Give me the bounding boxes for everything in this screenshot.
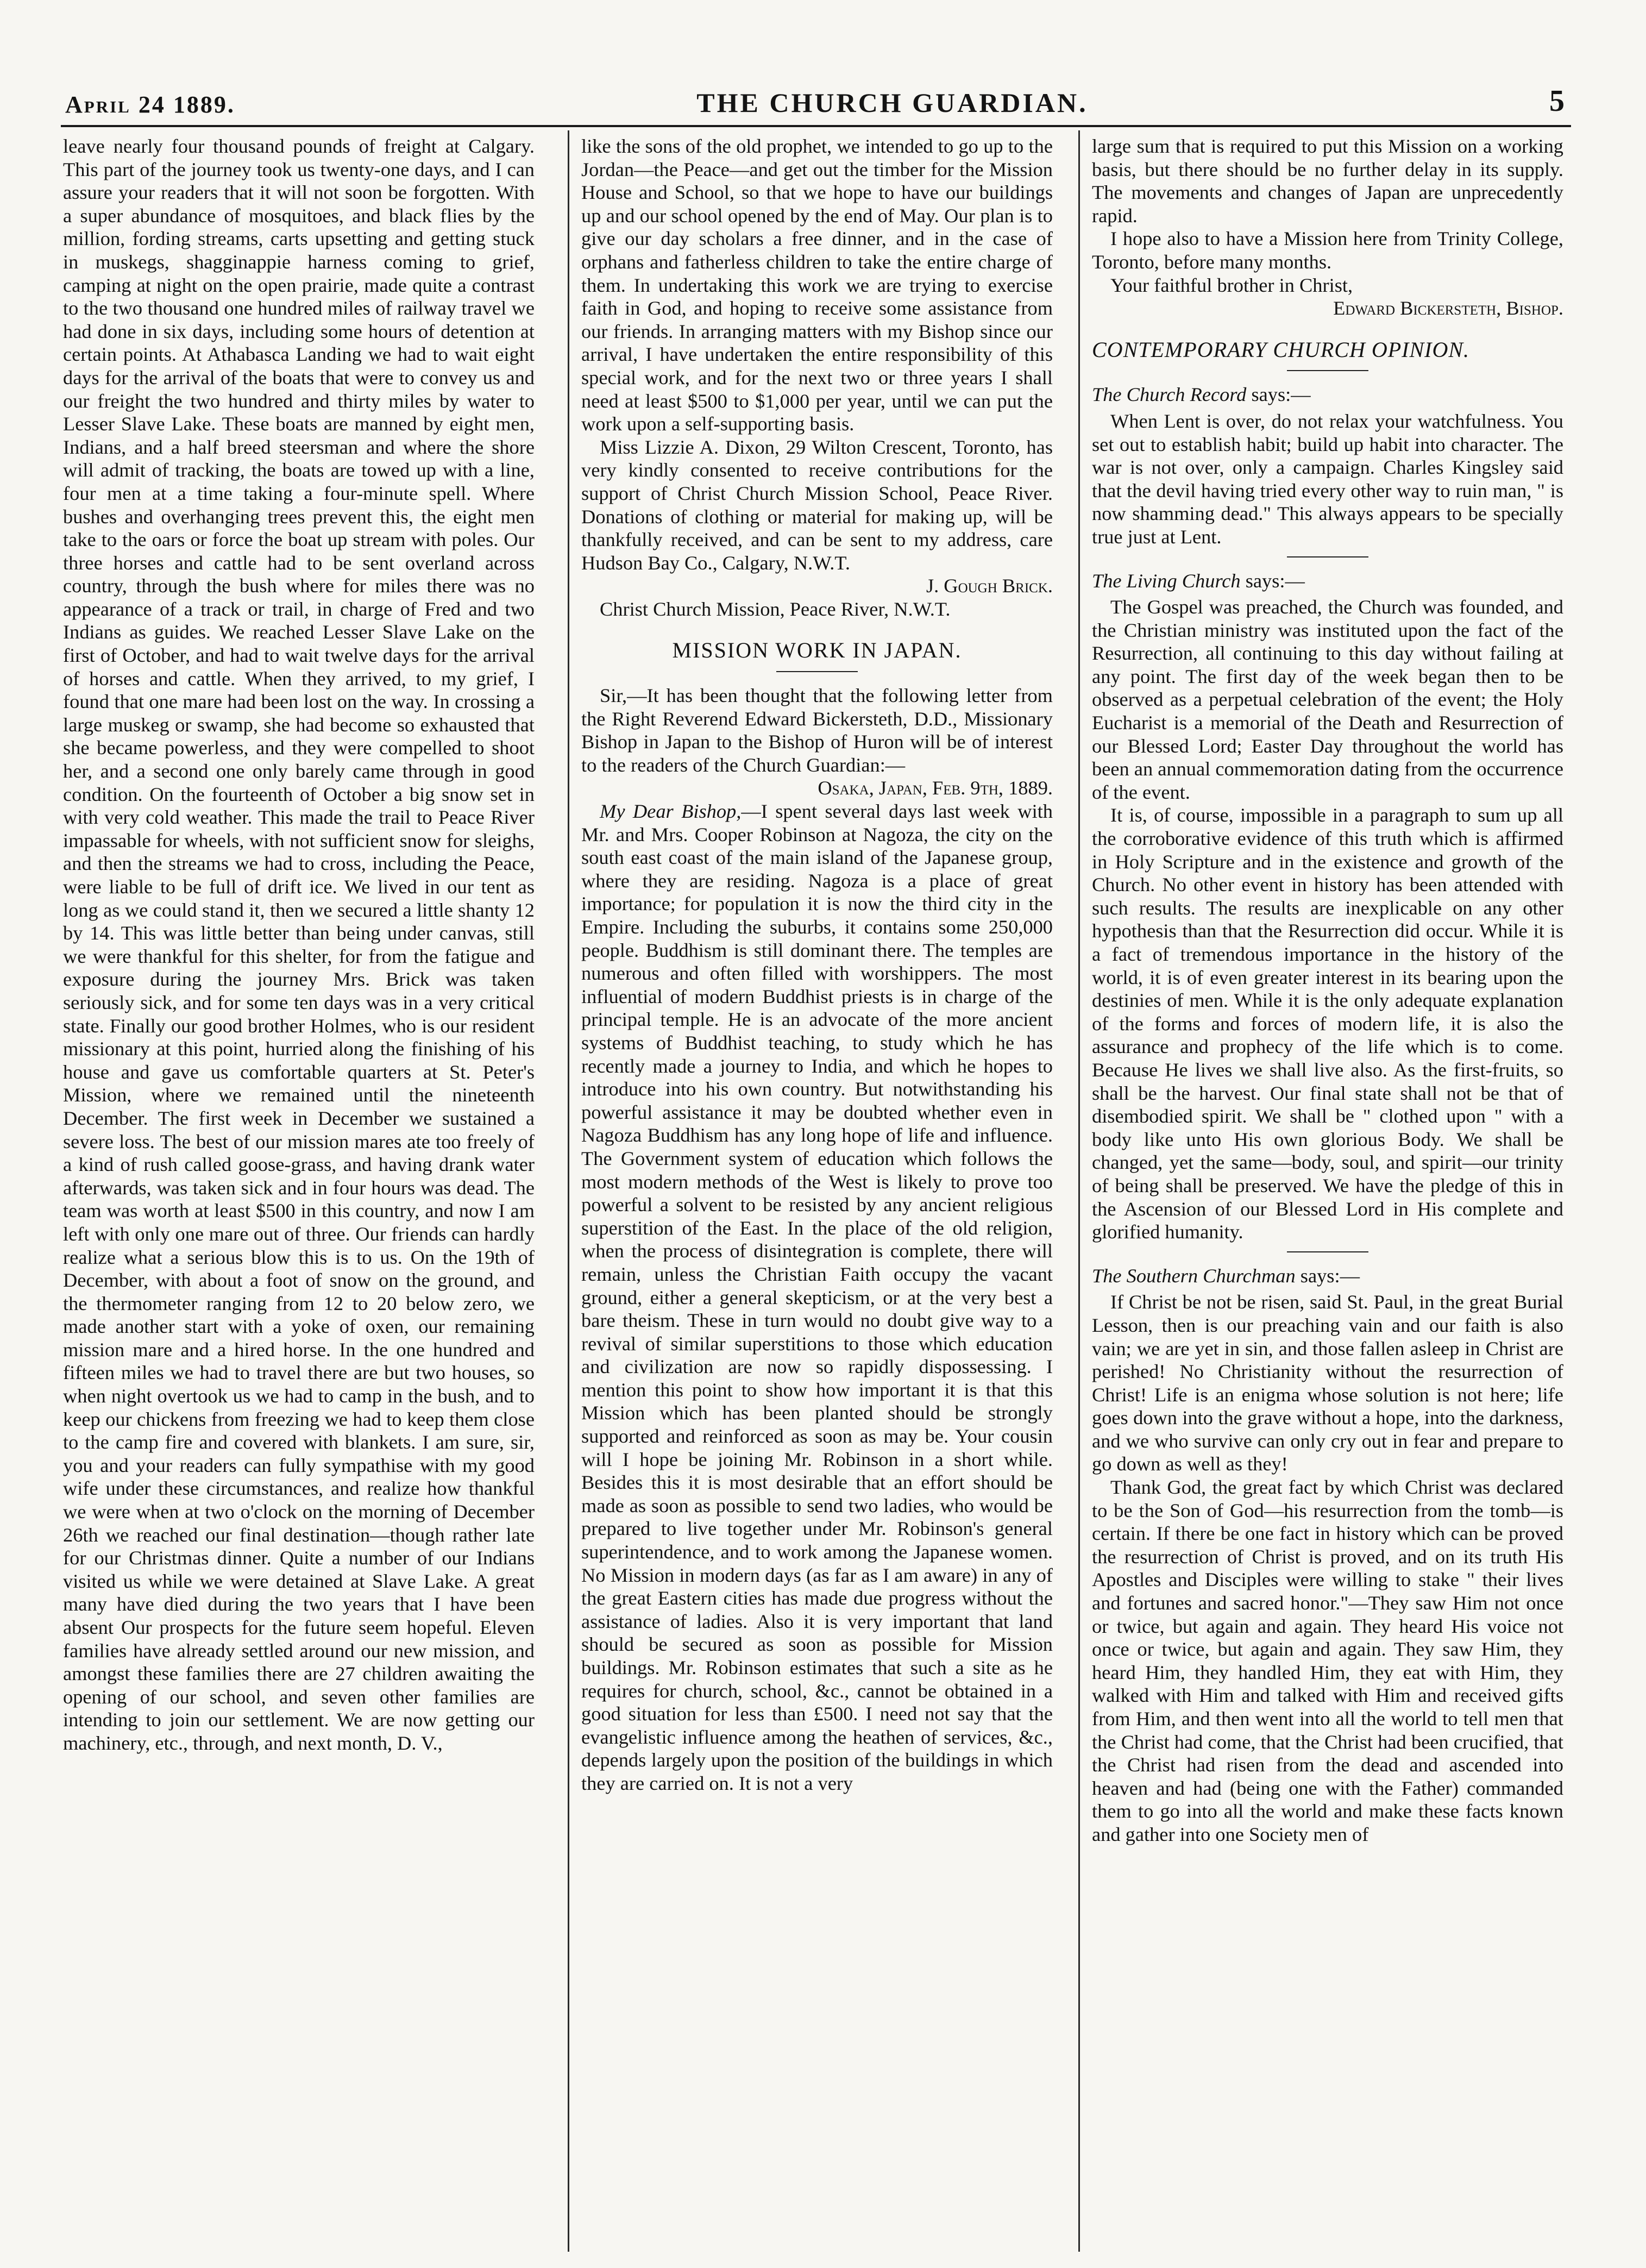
letter-signature-address: Christ Church Mission, Peace River, N.W.T. [600, 598, 951, 620]
article-paragraph [581, 800, 1053, 1795]
says-label: says:— [1295, 1264, 1360, 1287]
masthead [65, 86, 1565, 118]
issue-date: April 24 1889. [65, 91, 235, 118]
heading-rule [1287, 370, 1368, 371]
says-label: says:— [1246, 384, 1311, 406]
source-name: The Living Church [1092, 569, 1241, 592]
article-paragraph: Miss Lizzie A. Dixon, 29 Wilton Crescent, Toronto, has very kindly consented to receive contributions for the support of Christ Church Mission School, Peace River. Donations of clothing or material for making up, will be thankfully received, and can be sent to my address, care Hudson Bay Co., Calgary, N.W.T. [581, 436, 1053, 574]
article-paragraph: Thank God, the great fact by which Christ was declared to be the Son of God—his resurrection from the tomb—is certain. If there be one fact in history which can be proved the resurrection of Christ is proved, and on its truth His Apostles and Disciples were willing to stake " their lives and fortunes and sacred honor."—They saw Him not once or twice, but again and again. They heard His voice not once or twice, but again and again. They saw Him, they heard Him, they handled Him, they eat with Him, they walked with Him and talked with Him and received gifts from Him, and then went into all the world to tell men that the Christ had come, that the Christ had been crucified, that the Christ had risen from the dead and ascended into heaven and had (being one with the Father) commanded them to go into all the world and make these facts known and gather into one Society men of [1092, 1476, 1563, 1845]
letter-signature: Edward Bickersteth, Bishop. [1333, 297, 1563, 319]
article-paragraph: If Christ be not be risen, said St. Paul, in the great Burial Lesson, then is our preaching vain and our faith is also vain; we are yet in sin, and those fallen asleep in Christ are perished! No Christianity without the resurrection of Christ! Life is an enigma whose solution is not here; life goes down into the grave without a hope, into the darkness, and we who survive can only cry out in fear and prepare to go down as well as they! [1092, 1291, 1563, 1475]
says-label: says:— [1240, 569, 1305, 592]
letter-salutation: My Dear Bishop, [600, 800, 742, 823]
letter-signature: J. Gough Brick. [926, 575, 1053, 597]
article-paragraph: like the sons of the old prophet, we intended to go up to the Jordan—the Peace—and get out the timber for the Mission House and School, so that we hope to have our buildings up and our school opened by the end of May. Our plan is to give our day scholars a free dinner, and in the case of orphans and fatherless children to take the entire charge of them. In undertaking this work we are trying to exercise faith in God, and hoping to receive some assistance from our friends. In arranging matters with my Bishop since our arrival, I have undertaken the entire responsibility of this special work, and for the next two or three years I shall need at least $500 to $1,000 per year, until we can put the work upon a self-supporting basis. [581, 135, 1053, 435]
article-paragraph: large sum that is required to put this Mission on a working basis, but there should be no further delay in its supply. The movements and changes of Japan are unprecedently rapid. [1092, 135, 1563, 227]
quote-source [1092, 1264, 1563, 1288]
masthead-rule [61, 125, 1571, 127]
article-paragraph: Sir,—It has been thought that the following letter from the Right Reverend Edward Bickersteth, D.D., Missionary Bishop in Japan to the Bishop of Huron will be of interest to the readers of the Church Guardian:— [581, 685, 1053, 776]
article-paragraph: I hope also to have a Mission here from Trinity College, Toronto, before many months. [1092, 228, 1563, 273]
article-paragraph: leave nearly four thousand pounds of freight at Calgary. This part of the journey took us twenty-one days, and I can assure your readers that it will not soon be forgotten. With a super abundance of mosquitoes, and black flies by the million, fording streams, carts upsetting and getting stuck in muskegs, shagginappie harness coming to grief, camping at night on the open prairie, made quite a contrast to the two thousand one hundred miles of railway travel we had done in six days, including some hours of detention at certain points. At Athabasca Landing we had to wait eight days for the arrival of the boats that were to convey us and our freight the two hundred and thirty miles by water to Lesser Slave Lake. These boats are manned by eight men, Indians, and a half breed steersman and where the shore will admit of tracking, the boats are towed up with a line, four men at a time taking a four-minute spell. Where bushes and overhanging trees prevent this, the eight men take to the oars or force the boat up stream with poles. Our three horses and cattle had to be sent overland across country, through the bush where for miles there was no appearance of a track or trail, in charge of Fred and two Indians as guides. We reached Lesser Slave Lake on the first of October, and had to wait twelve days for the arrival of horses and cattle. When they arrived, to my grief, I found that one mare had been lost on the way. In crossing a large muskeg or swamp, she had become so exhausted that she became powerless, and they were compelled to shoot her, and a second one only barely came through in good condition. On the fourteenth of October a big snow set in with very cold weather. This made the trail to Peace River impassable for wheels, with not sufficient snow for sleighs, and then the streams we had to cross, including the Peace, were liable to be full of drift ice. We lived in our tent as long as we could stand it, then we secured a little shanty 12 by 14. This was little better than being under canvas, still we were thankful for this shelter, for from the fatigue and exposure during the journey Mrs. Brick was taken seriously sick, and for some ten days was in a very critical state. Finally our good brother Holmes, who is our resident missionary at this point, hurried along the finishing of his house and gave us comfortable quarters at St. Peter's Mission, where we remained until the nineteenth December. The first week in December we sustained a severe loss. The best of our mission mares ate too freely of a kind of rush called goose-grass, and having drank water afterwards, was taken sick and in four hours was dead. The team was worth at least $500 in this country, and now I am left with only one mare out of three. Our friends can hardly realize what a serious blow this is to us. On the 19th of December, with about a foot of snow on the ground, and the thermometer ranging from 12 to 20 below zero, we made another start with a yoke of oxen, our remaining mission mare and a hired horse. In the one hundred and fifteen miles we had to travel there are but two houses, so when night overtook us we had to camp in the bush, and to keep our chickens from freezing we had to keep them close to the camp fire and covered with blankets. I am sure, sir, you and your readers can fully sympathise with my good wife under these circumstances, and realize how thankful we were when at two o'clock on the morning of December 26th we reached our final destination—though rather late for our Christmas dinner. Quite a number of our Indians visited us while we were detained at Slave Lake. A great many have died during the two years that I have been absent Our prospects for the future seem hopeful. Eleven families have already settled around our new mission, and amongst these families there are 27 children awaiting the opening of our school, and seven other families are intending to join our settlement. We are now getting our machinery, etc., through, and next month, D. V., [63, 135, 535, 1754]
section-heading-mission-japan: MISSION WORK IN JAPAN. [672, 638, 962, 663]
section-rule [1287, 556, 1368, 557]
article-paragraph: The Gospel was preached, the Church was founded, and the Christian ministry was instituted upon the fact of the Resurrection, all continuing to this day without failing at any point. The first day of the week began then to be observed as a perpetual celebration of the event; the Holy Eucharist is a memorial of the Death and Resurrection of our Blessed Lord; Easter Day throughout the world has been an annual commemoration dating from the occurrence of the event. [1092, 596, 1563, 803]
quote-source [1092, 569, 1563, 593]
column-3 [1092, 135, 1563, 2257]
page-number: 5 [1549, 84, 1565, 118]
section-rule [1287, 1251, 1368, 1252]
column-divider [1078, 130, 1080, 2252]
column-2 [581, 135, 1053, 2257]
quote-source [1092, 383, 1563, 406]
source-name: The Southern Churchman [1092, 1264, 1296, 1287]
source-name: The Church Record [1092, 384, 1247, 406]
column-1 [63, 135, 535, 2257]
letter-closing: Your faithful brother in Christ, [1110, 274, 1353, 296]
section-heading-contemporary-opinion: CONTEMPORARY CHURCH OPINION. [1092, 337, 1470, 362]
column-divider [568, 130, 569, 2252]
article-paragraph: When Lent is over, do not relax your watchfulness. You set out to establish habit; build up habit into character. The war is not over, only a campaign. Charles Kingsley said that the devil having tried every other way to ruin man, " is now shamming dead." This always appears to be specially true just at Lent. [1092, 410, 1563, 548]
letter-body: —I spent several days last week with Mr. and Mrs. Cooper Robinson at Nagoza, the city on the south east coast of the main island of the Japanese group, where they are residing. Nagoza is a place of great importance; for population it is now the third city in the Empire. Including the suburbs, it contains some 250,000 people. Buddhism is still dominant there. The temples are numerous and often filled with worshippers. The most influential of modern Buddhist priests is in charge of the principal temple. He is an advocate of the more ancient systems of Buddhist teaching, to study which he has recently made a journey to India, and which he hopes to introduce into his own country. But notwithstanding his powerful assistance it may be doubted whether even in Nagoza Buddhism has any long hope of life and influence. The Government system of education which follows the most modern methods of the West is likely to prove too powerful a solvent to be resisted by any ancient religious superstition of the East. In the place of the old religion, when the process of disintegration is complete, there will remain, unless the Christian Faith occupy the vacant ground, either a general skepticism, or at the very best a bare theism. These in turn would no doubt give way to a revival of similar superstitions to those which education and civilization are now so rapidly dispossessing. I mention this point to show how important it is that this Mission which has been planted should be strongly supported and reinforced as soon as may be. Your cousin will I hope be joining Mr. Robinson in a short while. Besides this it is most desirable that an effort should be made as soon as possible to send two ladies, who would be prepared to live together under Mr. Robinson's general superintendence, and to work among the Japanese women. No Mission in modern days (as far as I am aware) in any of the great Eastern cities has made due progress without the assistance of ladies. Also it is very important that land should be secured as soon as possible for Mission buildings. Mr. Robinson estimates that such a site as he requires for church, school, &c., cannot be obtained in a good situation for less than £500. I need not say that the evangelistic influence among the heathen of services, &c., depends largely upon the position of the buildings in which they are carried on. It is not a very [581, 800, 1053, 1794]
newspaper-title: THE CHURCH GUARDIAN. [696, 87, 1088, 118]
heading-rule [776, 671, 858, 672]
letter-dateline: Osaka, Japan, Feb. 9th, 1889. [818, 777, 1053, 799]
article-paragraph: It is, of course, impossible in a paragraph to sum up all the corroborative evidence of this truth which is affirmed in Holy Scripture and in the existence and growth of the Church. No other event in history has been attended with such results. The results are inexplicable on any other hypothesis than that the Resurrection did occur. While it is a fact of tremendous importance in the history of the world, it is of even greater interest in its bearing upon the destinies of men. While it is the only adequate explanation of the forms and forces of modern life, it is also the assurance and prophecy of the life which is to come. Because He lives we shall live also. As the first-fruits, so shall be the harvest. Our final state shall not be that of disembodied spirit. We shall be " clothed upon " with a body like unto His own glorious Body. We shall be changed, yet the same—body, soul, and spirit—our trinity of being shall be preserved. We have the pledge of this in the Ascension of our Blessed Lord in His complete and glorified humanity. [1092, 804, 1563, 1243]
